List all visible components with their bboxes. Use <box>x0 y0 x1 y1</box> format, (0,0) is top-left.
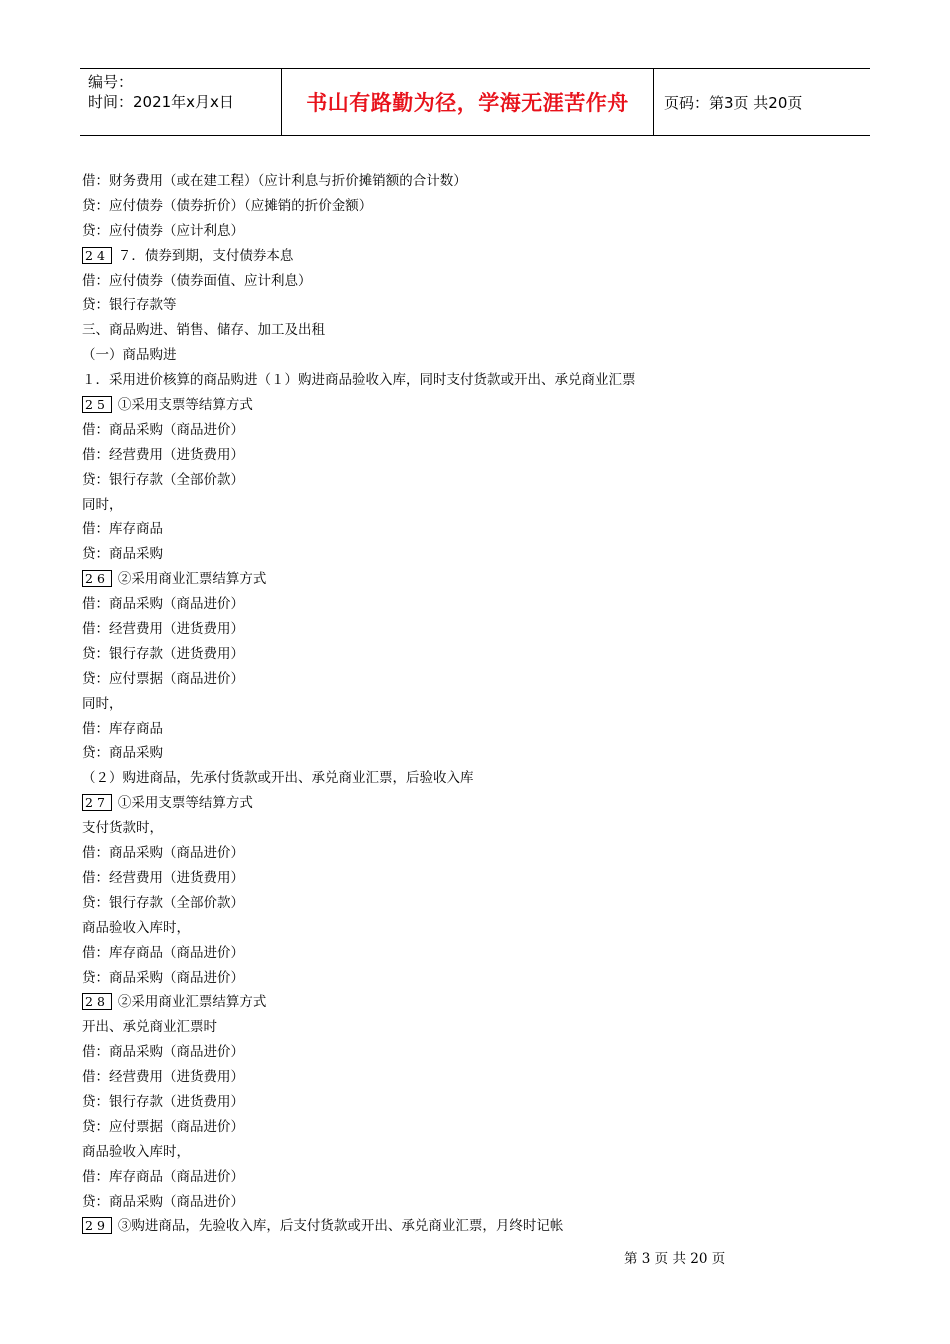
motto-text: 书山有路勤为径，学海无涯苦作舟 <box>306 91 629 115</box>
text-line <box>82 966 862 991</box>
text-line <box>82 418 862 443</box>
text-line <box>82 343 862 368</box>
line-text: 贷：应付票据（商品进价） <box>82 1118 244 1135</box>
text-line <box>82 468 862 493</box>
text-line <box>82 816 862 841</box>
text-line <box>82 766 862 791</box>
page-info: 页码：第3页 共20页 <box>664 93 803 112</box>
line-text: 三、商品购进、销售、储存、加工及出租 <box>82 322 325 339</box>
line-text: 同时， <box>82 695 123 712</box>
page-footer: 第 3 页 共 20 页 <box>624 1251 726 1267</box>
line-text: 借：经营费用（进货费用） <box>82 869 244 886</box>
text-line <box>82 741 862 766</box>
entry-number-box: 26 <box>82 570 112 587</box>
entry-number-box: 29 <box>82 1217 112 1234</box>
text-line <box>82 1065 862 1090</box>
text-line <box>82 841 862 866</box>
line-text: 借：商品采购（商品进价） <box>82 421 244 438</box>
document-body <box>82 169 862 1239</box>
text-line <box>82 692 862 717</box>
text-line <box>82 1015 862 1040</box>
line-text: 同时， <box>82 496 123 513</box>
text-line <box>82 194 862 219</box>
text-line <box>82 269 862 294</box>
line-text: ①采用支票等结算方式 <box>117 795 253 812</box>
text-line <box>82 667 862 692</box>
numbered-entry <box>82 1214 862 1239</box>
numbered-entry <box>82 567 862 592</box>
line-text: ③购进商品，先验收入库，后支付货款或开出、承兑商业汇票，月终时记帐 <box>117 1218 564 1235</box>
line-text: （２）购进商品，先承付货款或开出、承兑商业汇票，后验收入库 <box>82 770 474 787</box>
line-text: 贷：应付债券（应计利息） <box>82 222 244 239</box>
line-text: 支付货款时， <box>82 820 163 837</box>
line-text: 贷：商品采购（商品进价） <box>82 969 244 986</box>
line-text: ②采用商业汇票结算方式 <box>117 571 267 588</box>
numbered-entry <box>82 791 862 816</box>
numbered-entry <box>82 244 862 269</box>
line-text: 商品验收入库时， <box>82 1143 190 1160</box>
line-text: 贷：商品采购 <box>82 745 163 762</box>
time-label: 时间：2021年x月x日 <box>88 93 234 111</box>
line-text: 开出、承兑商业汇票时 <box>82 1019 217 1036</box>
text-line <box>82 866 862 891</box>
line-text: 借：经营费用（进货费用） <box>82 446 244 463</box>
text-line <box>82 1140 862 1165</box>
line-text: 借：经营费用（进货费用） <box>82 1069 244 1086</box>
line-text: 借：库存商品（商品进价） <box>82 1168 244 1185</box>
line-text: （一）商品购进 <box>82 347 177 364</box>
entry-number-box: 25 <box>82 396 112 413</box>
entry-number-box: 27 <box>82 794 112 811</box>
text-line <box>82 1115 862 1140</box>
line-text: ７．债券到期，支付债券本息 <box>117 247 294 264</box>
line-text: 贷：银行存款（进货费用） <box>82 645 244 662</box>
text-line <box>82 318 862 343</box>
line-text: 借：应付债券（债券面值、应计利息） <box>82 272 312 289</box>
header-motto-cell <box>282 69 654 135</box>
text-line <box>82 1190 862 1215</box>
text-line <box>82 517 862 542</box>
line-text: ②采用商业汇票结算方式 <box>117 994 267 1011</box>
line-text: 借：经营费用（进货费用） <box>82 621 244 638</box>
line-text: 借：库存商品 <box>82 521 163 538</box>
line-text: ①采用支票等结算方式 <box>117 397 253 414</box>
text-line <box>82 717 862 742</box>
line-text: 贷：银行存款（全部价款） <box>82 894 244 911</box>
text-line <box>82 293 862 318</box>
numbered-entry <box>82 990 862 1015</box>
entry-number-box: 24 <box>82 247 112 264</box>
line-text: 借：库存商品 <box>82 720 163 737</box>
line-text: 贷：银行存款（全部价款） <box>82 471 244 488</box>
line-text: 贷：应付票据（商品进价） <box>82 670 244 687</box>
line-text: 贷：应付债券（债券折价）（应摊销的折价金额） <box>82 197 373 214</box>
line-text: 贷：商品采购（商品进价） <box>82 1193 244 1210</box>
line-text: 贷：商品采购 <box>82 546 163 563</box>
text-line <box>82 542 862 567</box>
text-line <box>82 443 862 468</box>
text-line <box>82 916 862 941</box>
line-text: 借：财务费用（或在建工程）（应计利息与折价摊销额的合计数） <box>82 173 467 189</box>
text-line <box>82 941 862 966</box>
line-text: 贷：银行存款（进货费用） <box>82 1093 244 1110</box>
header-meta-cell <box>80 69 282 135</box>
text-line <box>82 891 862 916</box>
line-text: 商品验收入库时， <box>82 919 190 936</box>
line-text: 贷：银行存款等 <box>82 297 177 314</box>
text-line <box>82 592 862 617</box>
numbered-entry <box>82 393 862 418</box>
line-text: 借：商品采购（商品进价） <box>82 1044 244 1061</box>
serial-label: 编号： <box>88 73 134 91</box>
line-text: 借：商品采购（商品进价） <box>82 845 244 862</box>
header-page-cell <box>654 69 870 135</box>
line-text: 借：商品采购（商品进价） <box>82 596 244 613</box>
text-line <box>82 493 862 518</box>
line-text: １．采用进价核算的商品购进（１）购进商品验收入库，同时支付货款或开出、承兑商业汇票 <box>82 372 636 389</box>
text-line <box>82 368 862 393</box>
text-line <box>82 1165 862 1190</box>
text-line <box>82 219 862 244</box>
text-line <box>82 1090 862 1115</box>
entry-number-box: 28 <box>82 993 112 1010</box>
line-text: 借：库存商品（商品进价） <box>82 944 244 961</box>
text-line <box>82 642 862 667</box>
text-line <box>82 617 862 642</box>
text-line <box>82 169 862 194</box>
page-header <box>80 68 870 136</box>
text-line <box>82 1040 862 1065</box>
